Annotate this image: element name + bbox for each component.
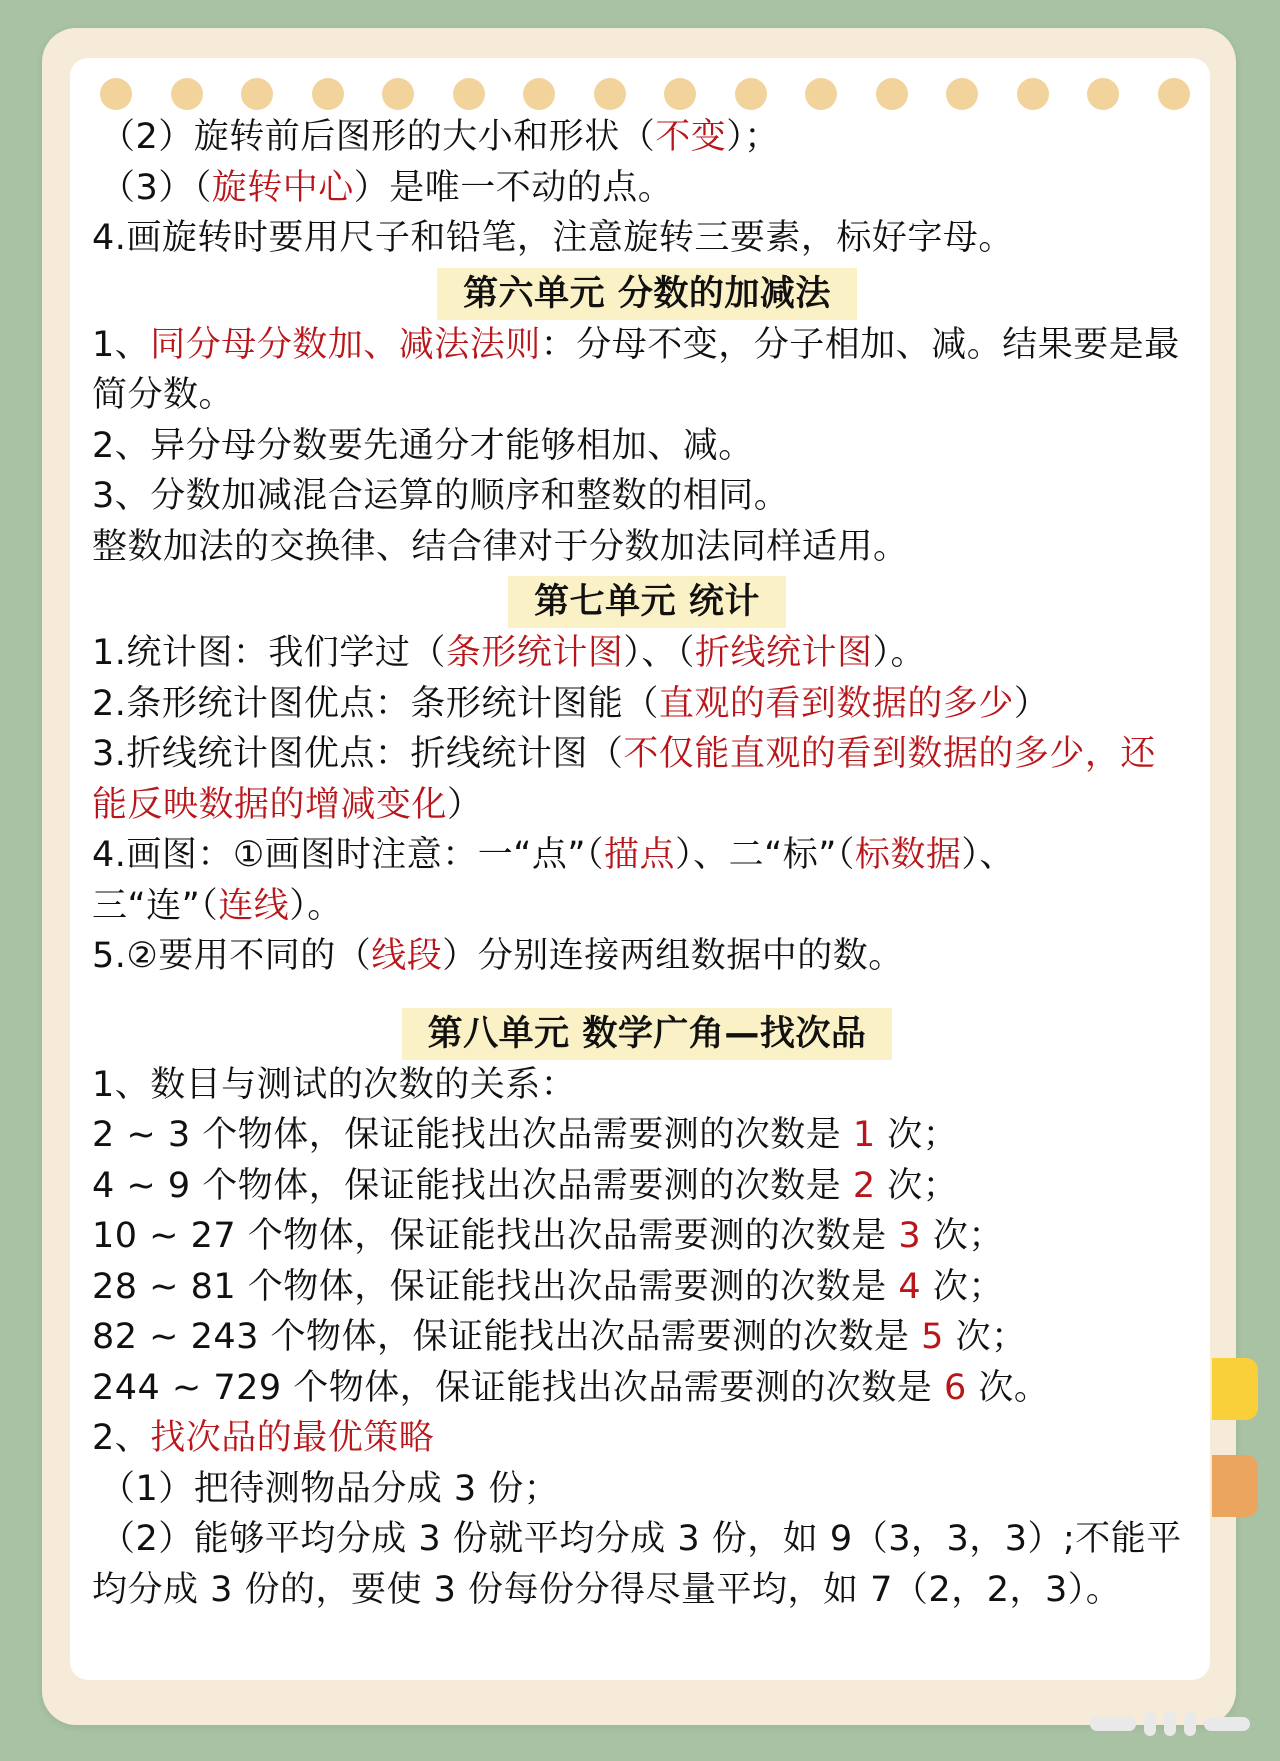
binder-hole	[946, 78, 978, 110]
unit7-heading: 第七单元 统计	[508, 576, 786, 628]
unit5-line-3: 4.画旋转时要用尺子和铅笔，注意旋转三要素，标好字母。	[92, 218, 1014, 258]
binder-hole	[453, 78, 485, 110]
unit7-line-1: 1.统计图：我们学过（条形统计图）、（折线统计图）。	[92, 633, 926, 673]
unit6-heading-row	[92, 264, 1202, 320]
highlight-text: 不仅能直观的看到数据的多少，还	[623, 734, 1156, 774]
binder-hole	[171, 78, 203, 110]
unit6-line-3: 2、异分母分数要先通分才能够相加、减。	[92, 425, 754, 466]
highlight-number: 2	[852, 1165, 876, 1206]
indicator-pill	[1164, 1712, 1176, 1736]
section-gap	[92, 982, 1202, 1004]
unit7-line-3: 3.折线统计图优点：折线统计图（不仅能直观的看到数据的多少，还	[92, 734, 1156, 774]
unit8-heading: 第八单元 数学广角—找次品	[402, 1008, 893, 1060]
highlight-text: 描点	[604, 835, 676, 875]
test-count-row: 28 ~ 81 个物体，保证能找出次品需要测的次数是 4 次；	[92, 1266, 1004, 1307]
unit6-line-1: 1、同分母分数加、减法法则：分母不变，分子相加、减。结果要是最	[92, 324, 1180, 365]
highlight-number: 4	[898, 1266, 922, 1307]
binder-hole	[735, 78, 767, 110]
binder-hole	[382, 78, 414, 110]
binder-hole	[100, 78, 132, 110]
highlight-text: 连线	[218, 885, 290, 926]
test-count-row: 82 ~ 243 个物体，保证能找出次品需要测的次数是 5 次；	[92, 1317, 1027, 1357]
binder-hole	[876, 78, 908, 110]
unit7-line-7: 5.②要用不同的（线段）分别连接两组数据中的数。	[92, 936, 904, 976]
highlight-text: 直观的看到数据的多少	[658, 683, 1014, 724]
indicator-bar	[1204, 1717, 1250, 1731]
binder-hole	[1087, 78, 1119, 110]
binder-hole	[594, 78, 626, 110]
highlight-number: 6	[943, 1367, 967, 1408]
unit7-line-5: 4.画图：①画图时注意：一“点”（描点）、二“标”（标数据）、	[92, 835, 1015, 875]
highlight-number: 5	[921, 1317, 944, 1357]
highlight-text: 线段	[371, 936, 443, 976]
binder-hole	[805, 78, 837, 110]
highlight-text: 折线统计图	[694, 633, 873, 673]
binder-hole	[1017, 78, 1049, 110]
orange-tab	[1212, 1455, 1258, 1517]
indicator-pill	[1184, 1712, 1196, 1736]
highlight-text: 旋转中心	[211, 167, 354, 208]
page-indicator	[1090, 1712, 1250, 1736]
yellow-tab	[1212, 1358, 1258, 1420]
test-count-row: 244 ~ 729 个物体，保证能找出次品需要测的次数是 6 次。	[92, 1367, 1050, 1408]
binder-holes	[100, 78, 1190, 114]
highlight-text: 找次品的最优策略	[150, 1418, 435, 1458]
binder-hole	[523, 78, 555, 110]
binder-hole	[312, 78, 344, 110]
test-count-row: 2 ~ 3 个物体，保证能找出次品需要测的次数是 1 次；	[92, 1115, 959, 1155]
unit6-line-4: 3、分数加减混合运算的顺序和整数的相同。	[92, 476, 790, 516]
highlight-text: 不变	[655, 117, 727, 157]
unit8-line-5: 均分成 3 份的，要使 3 份每份分得尽量平均，如 7（2，2，3）。	[92, 1569, 1122, 1610]
unit8-line-4: （2）能够平均分成 3 份就平均分成 3 份，如 9（3，3，3）;不能平	[100, 1519, 1182, 1559]
binder-hole	[1158, 78, 1190, 110]
binder-hole	[664, 78, 696, 110]
highlight-text: 能反映数据的增减变化	[92, 784, 448, 825]
test-count-row: 10 ~ 27 个物体，保证能找出次品需要测的次数是 3 次；	[92, 1216, 1004, 1256]
unit8-line-3: （1）把待测物品分成 3 份；	[100, 1468, 560, 1509]
binder-hole	[241, 78, 273, 110]
highlight-text: 同分母分数加、减法法则	[150, 324, 541, 365]
indicator-pill	[1144, 1712, 1156, 1736]
unit8-line-1: 1、数目与测试的次数的关系：	[92, 1064, 577, 1105]
highlight-text: 标数据	[854, 835, 962, 875]
unit7-line-4: 能反映数据的增减变化）	[92, 784, 483, 825]
unit6-heading: 第六单元 分数的加减法	[437, 268, 857, 320]
unit6-line-5: 整数加法的交换律、结合律对于分数加法同样适用。	[92, 526, 909, 567]
indicator-bar	[1090, 1717, 1136, 1731]
notes-content	[92, 112, 1202, 1615]
unit5-line-2: （3）（旋转中心）是唯一不动的点。	[100, 167, 674, 208]
unit6-line-2: 简分数。	[92, 375, 235, 415]
highlight-text: 条形统计图	[445, 633, 624, 673]
highlight-number: 1	[852, 1115, 876, 1155]
unit7-line-6: 三“连”（连线）。	[92, 885, 343, 926]
unit8-heading-row	[92, 1004, 1202, 1060]
unit5-line-1: （2）旋转前后图形的大小和形状（不变）；	[100, 117, 780, 157]
unit7-line-2: 2.条形统计图优点：条形统计图能（直观的看到数据的多少）	[92, 683, 1050, 724]
unit7-heading-row	[92, 572, 1202, 628]
test-count-row: 4 ~ 9 个物体，保证能找出次品需要测的次数是 2 次；	[92, 1165, 959, 1206]
unit8-line-2: 2、找次品的最优策略	[92, 1418, 435, 1458]
highlight-number: 3	[898, 1216, 922, 1256]
